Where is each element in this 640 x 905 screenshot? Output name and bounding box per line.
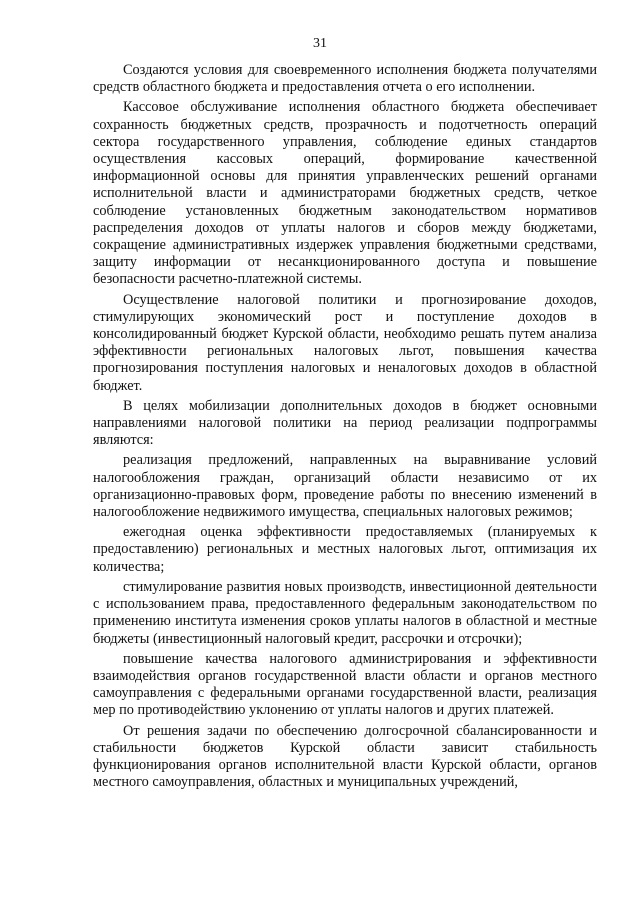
list-item-benefits-assessment: ежегодная оценка эффективности предоставляемых (планируемых к предоставлению) региональных и местных налоговых льгот, оптимизация их количества; <box>93 524 597 575</box>
paragraph-cash-service: Кассовое обслуживание исполнения областного бюджета обеспечивает сохранность бюджетных средств, прозрачность и подотчетность операций сектора государственного управления, соблюдение единых стандартов осуществления кассовых операций, формирование качественной информационной основы для принятия управленческих решений органами исполнительной власти и администраторами бюджетных средств, четкое соблюдение установленных бюджетным законодательством нормативов распределения доходов от уплаты налогов и сборов между бюджетами, сокращение административных издержек управления бюджетными средствами, защиту информации от несанкционированного доступа и повышение безопасности расчетно-платежной системы. <box>93 99 597 288</box>
body-text <box>93 62 597 794</box>
list-item-taxation-conditions: реализация предложений, направленных на выравнивание условий налогообложения граждан, организаций области независимо от их организационно-правовых форм, проведение работы по внесению изменений в налогообложение недвижимого имущества, специальных налоговых режимов; <box>93 452 597 521</box>
list-item-tax-administration: повышение качества налогового администрирования и эффективности взаимодействия органов государственной власти области и органов местного самоуправления с федеральными органами государственной власти, реализация мер по противодействию уклонению от уплаты налогов и других платежей. <box>93 650 597 719</box>
page-number: 31 <box>313 36 327 51</box>
list-item-investment-stimulation: стимулирование развития новых производств, инвестиционной деятельности с использованием права, предоставленного федеральным законодательством по применению института изменения сроков уплаты налогов в областной и местные бюджеты (инвестиционный налоговый кредит, рассрочки и отсрочки); <box>93 578 597 647</box>
paragraph-conditions: Создаются условия для своевременного исполнения бюджета получателями средств областного бюджета и предоставления отчета о его исполнении. <box>93 62 597 96</box>
paragraph-tax-policy: Осуществление налоговой политики и прогнозирование доходов, стимулирующих экономический рост и поступление доходов в консолидированный бюджет Курской области, необходимо решать путем анализа эффективности региональных налоговых льгот, повышения качества прогнозирования поступления налоговых и неналоговых доходов в областной бюджет. <box>93 291 597 394</box>
paragraph-balance: От решения задачи по обеспечению долгосрочной сбалансированности и стабильности бюджетов Курской области зависит стабильность функционирования органов исполнительной власти Курской области, органов местного самоуправления, областных и муниципальных учреждений, <box>93 722 597 791</box>
paragraph-directions-intro: В целях мобилизации дополнительных доходов в бюджет основными направлениями налоговой политики на период реализации подпрограммы являются: <box>93 397 597 449</box>
